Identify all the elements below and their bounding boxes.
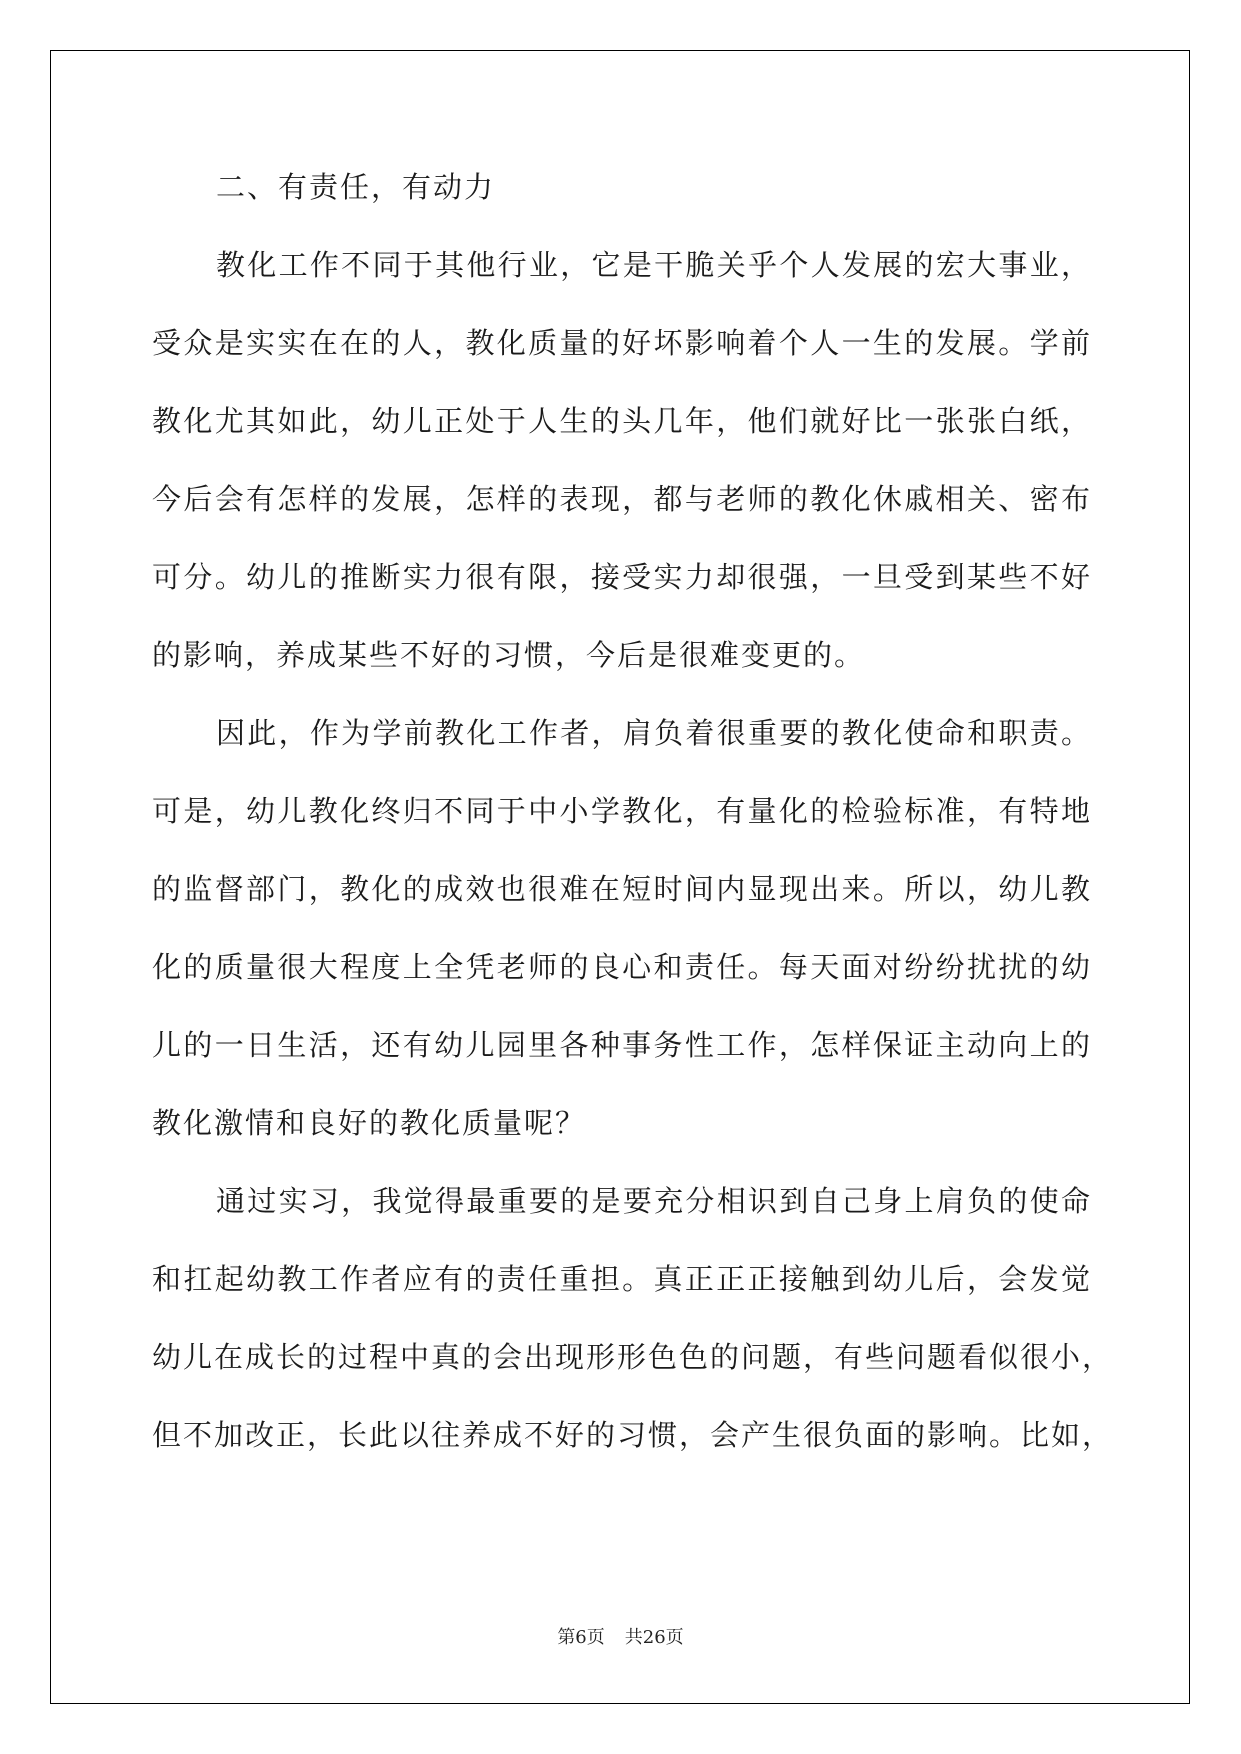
paragraph-line: 幼儿在成长的过程中真的会出现形形色色的问题，有些问题看似很小， bbox=[152, 1340, 1114, 1374]
paragraph-line: 教化激情和良好的教化质量呢？ bbox=[152, 1106, 587, 1140]
section-heading: 二、有责任，有动力 bbox=[216, 170, 496, 204]
paragraph-line: 今后会有怎样的发展，怎样的表现，都与老师的教化休戚相关、密布 bbox=[152, 482, 1092, 516]
paragraph-line: 受众是实实在在的人，教化质量的好坏影响着个人一生的发展。学前 bbox=[152, 326, 1092, 360]
paragraph-line: 因此，作为学前教化工作者，肩负着很重要的教化使命和职责。 bbox=[216, 716, 1092, 750]
paragraph-line: 儿的一日生活，还有幼儿园里各种事务性工作，怎样保证主动向上的 bbox=[152, 1028, 1092, 1062]
paragraph-line: 的影响，养成某些不好的习惯，今后是很难变更的。 bbox=[152, 638, 866, 672]
paragraph-line: 但不加改正，长此以往养成不好的习惯，会产生很负面的影响。比如， bbox=[152, 1418, 1114, 1452]
paragraph-line: 化的质量很大程度上全凭老师的良心和责任。每天面对纷纷扰扰的幼 bbox=[152, 950, 1092, 984]
paragraph-line: 可是，幼儿教化终归不同于中小学教化，有量化的检验标准，有特地 bbox=[152, 794, 1092, 828]
paragraph-2 bbox=[152, 704, 1092, 1172]
paragraph-3 bbox=[152, 1172, 1114, 1484]
document-body bbox=[152, 158, 1114, 1484]
paragraph-line: 的监督部门，教化的成效也很难在短时间内显现出来。所以，幼儿教 bbox=[152, 872, 1092, 906]
paragraph-line: 教化尤其如此，幼儿正处于人生的头几年，他们就好比一张张白纸， bbox=[152, 404, 1092, 438]
total-pages: 共26页 bbox=[624, 1627, 684, 1648]
paragraph-line: 和扛起幼教工作者应有的责任重担。真正正正接触到幼儿后，会发觉 bbox=[152, 1262, 1092, 1296]
page-footer bbox=[0, 1626, 1241, 1650]
paragraph-line: 可分。幼儿的推断实力很有限，接受实力却很强，一旦受到某些不好 bbox=[152, 560, 1092, 594]
page-number: 第6页 bbox=[557, 1627, 605, 1648]
paragraph-line: 通过实习，我觉得最重要的是要充分相识到自己身上肩负的使命 bbox=[216, 1184, 1092, 1218]
paragraph-1 bbox=[152, 236, 1092, 704]
paragraph-line: 教化工作不同于其他行业，它是干脆关乎个人发展的宏大事业， bbox=[216, 248, 1092, 282]
